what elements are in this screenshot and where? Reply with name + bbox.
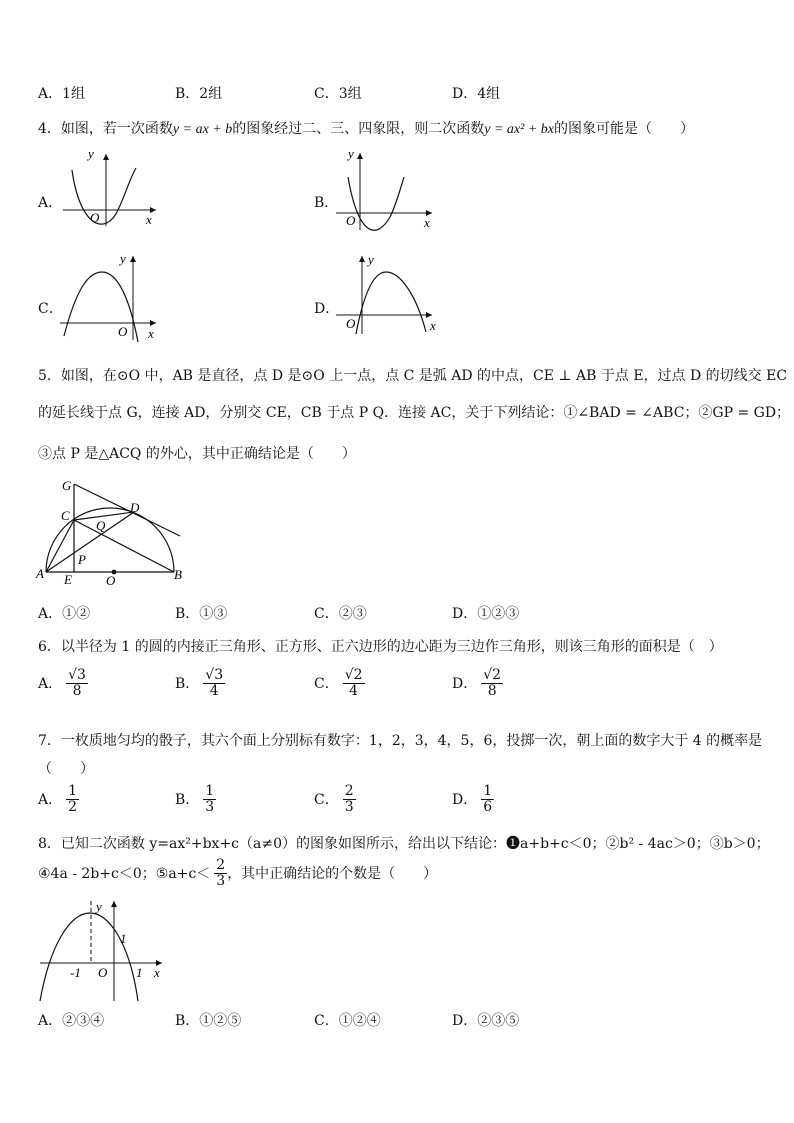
q8-option-a: A．②③④ [38, 1013, 105, 1029]
q4-option-d: D． [314, 301, 340, 317]
q5-label-g: G [62, 478, 72, 493]
q8-x-label: x [154, 965, 160, 980]
q4a-x-label: x [146, 212, 152, 227]
q6-option-b: B． $\frac{√3}{4}$ [175, 667, 224, 700]
q7-option-d: D． $\frac{1}{6}$ [452, 783, 493, 816]
q8-y-one-label: 1 [120, 931, 127, 946]
q5-option-b: B．①③ [175, 606, 228, 622]
q5-label-q: Q [96, 518, 106, 533]
q5-option-d: D．①②③ [452, 606, 520, 622]
q6-stem: 6．以半径为 1 的圆的内接正三角形、正方形、正六边形的边心距为三边作三角形，则该三角形的面积是（ ） [38, 639, 723, 655]
q4-graph-d [334, 252, 444, 340]
q5-geometry-figure [34, 474, 194, 586]
q6-option-d: D． $\frac{√2}{8}$ [452, 667, 502, 700]
q6-option-c: C． $\frac{√2}{4}$ [314, 667, 363, 700]
q5-label-b: B [174, 567, 182, 582]
q4c-origin: O [118, 324, 128, 339]
q4b-origin: O [346, 213, 356, 228]
q4a-origin: O [90, 210, 100, 225]
q5-label-a: A [36, 566, 44, 581]
q3-option-a: A．1组 [38, 86, 86, 102]
q5-label-o: O [106, 573, 116, 586]
q4-option-c: C． [38, 301, 63, 317]
q7-stem-line1: 7．一枚质地匀均的骰子，其六个面上分别标有数字：1，2，3，4，5，6，投掷一次，朝上面的数字大于 4 的概率是 [38, 733, 763, 749]
q5-label-p: P [78, 552, 86, 567]
q5-label-e: E [64, 572, 72, 586]
q4b-x-label: x [424, 215, 430, 230]
q8-option-c: C．①②④ [314, 1013, 381, 1029]
q8-stem-line2: ④4a - 2b+c＜0；⑤a+c＜ $\frac{2}{3}$ ，其中正确结论的个数是（ ） [38, 857, 438, 890]
q4-stem: 4．如图，若一次函数y = ax + b的图象经过二、三、四象限，则二次函数y = ax² + bx的图象可能是（ ） [38, 121, 694, 137]
q8-parabola-graph [34, 895, 174, 1003]
q6-option-a: A． $\frac{√3}{8}$ [38, 667, 86, 700]
q4c-y-label: y [120, 251, 126, 266]
q5-stem-line2: 的延长线于点 G，连接 AD，分别交 CE，CB 于点 P Q．连接 AC，关于下列结论：①∠BAD = ∠ABC；②GP = GD； [38, 405, 791, 421]
q8-option-d: D．②③⑤ [452, 1013, 520, 1029]
q7-option-c: C． $\frac{2}{3}$ [314, 783, 354, 816]
q5-option-c: C．②③ [314, 606, 367, 622]
q7-stem-line2: （ ） [38, 761, 94, 777]
q8-y-label: y [96, 899, 102, 914]
q3-option-c: C．3组 [314, 86, 362, 102]
q4d-origin: O [346, 316, 356, 331]
q8-origin-label: O [98, 965, 108, 980]
q4c-x-label: x [148, 326, 154, 341]
q4-option-b: B． [314, 195, 339, 211]
q4-graph-a [58, 148, 168, 230]
q3-option-b: B．2组 [175, 86, 223, 102]
q4a-y-label: y [88, 148, 94, 161]
q8-neg-one-label: -1 [70, 965, 81, 980]
q8-stem-line1: 8．已知二次函数 y=ax²+bx+c（a≠0）的图象如图所示，给出以下结论：❶a+b+c＜0；②b² - 4ac＞0；③b＞0； [38, 836, 770, 852]
q7-option-a: A． $\frac{1}{2}$ [38, 783, 78, 816]
q8-option-b: B．①②⑤ [175, 1013, 242, 1029]
q5-stem-line3: ③点 P 是△ACQ 的外心，其中正确结论是（ ） [38, 446, 356, 462]
q4d-y-label: y [368, 252, 374, 267]
q3-option-d: D．4组 [452, 86, 501, 102]
q7-option-b: B． $\frac{1}{3}$ [175, 783, 215, 816]
q5-label-c: C [61, 508, 70, 523]
q5-option-a: A．①② [38, 606, 91, 622]
q8-x-one-label: 1 [136, 965, 143, 980]
q4-graph-b [334, 145, 444, 235]
q5-stem-line1: 5．如图，在⊙O 中，AB 是直径，点 D 是⊙O 上一点，点 C 是弧 AD 的中点，CE ⊥ AB 于点 E，过点 D 的切线交 EC [38, 368, 788, 384]
q4b-y-label: y [348, 146, 354, 161]
q5-label-d: D [130, 500, 140, 515]
q4d-x-label: x [430, 318, 436, 333]
q4-graph-c [58, 250, 168, 342]
q4-option-a: A． [38, 195, 63, 211]
